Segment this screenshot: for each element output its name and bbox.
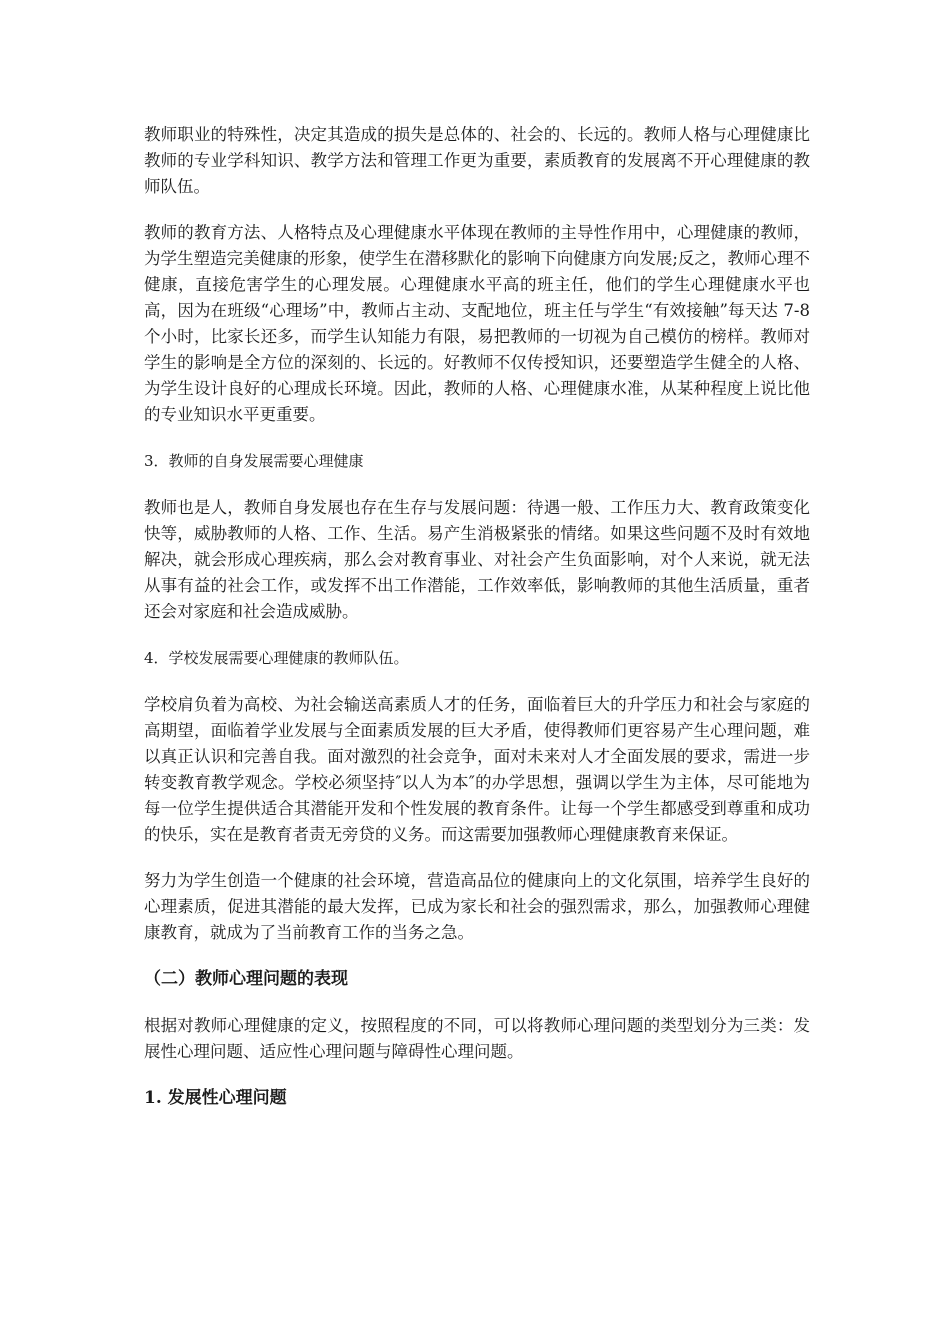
section-heading-3: 3．教师的自身发展需要心理健康 <box>144 452 364 470</box>
paragraph-teacher-influence: 教师的教育方法、人格特点及心理健康水平体现在教师的主导性作用中，心理健康的教师，为学生塑造完美健康的形象，使学生在潜移默化的影响下向健康方向发展;反之，教师心理不健康，直接危害学生的心理发展。心理健康水平高的班主任，他们的学生心理健康水平也高，因为在班级“心理场”中，教师占主动、支配地位，班主任与学生“有效接触”每天达 7-8 个小时，比家长还多，而学生认知能力有限，易把教师的一切视为自己模仿的榜样。教师对学生的影响是全方位的深刻的、长远的。好教师不仅传授知识，还要塑造学生健全的人格、为学生设计良好的心理成长环境。因此，教师的人格、心理健康水准，从某种程度上说比他的专业知识水平更重要。 <box>144 223 810 424</box>
section-heading-4: 4．学校发展需要心理健康的教师队伍。 <box>144 649 409 667</box>
paragraph-healthy-environment: 努力为学生创造一个健康的社会环境，营造高品位的健康向上的文化氛围，培养学生良好的心理素质，促进其潜能的最大发挥，已成为家长和社会的强烈需求，那么，加强教师心理健康教育，就成为了当前教育工作的当务之急。 <box>144 871 810 942</box>
paragraph-problem-types: 根据对教师心理健康的定义，按照程度的不同，可以将教师心理问题的类型划分为三类：发展性心理问题、适应性心理问题与障碍性心理问题。 <box>144 1016 810 1061</box>
document-body <box>144 122 810 1132</box>
paragraph-teacher-profession: 教师职业的特殊性，决定其造成的损失是总体的、社会的、长远的。教师人格与心理健康比教师的专业学科知识、教学方法和管理工作更为重要，素质教育的发展离不开心理健康的教师队伍。 <box>144 125 810 196</box>
paragraph-teacher-self-development: 教师也是人，教师自身发展也存在生存与发展问题：待遇一般、工作压力大、教育政策变化快等，威胁教师的人格、工作、生活。易产生消极紧张的情绪。如果这些问题不及时有效地解决，就会形成心理疾病，那么会对教育事业、对社会产生负面影响，对个人来说，就无法从事有益的社会工作，或发挥不出工作潜能，工作效率低，影响教师的其他生活质量，重者还会对家庭和社会造成威胁。 <box>144 498 810 621</box>
paragraph-school-development: 学校肩负着为高校、为社会输送高素质人才的任务，面临着巨大的升学压力和社会与家庭的高期望，面临着学业发展与全面素质发展的巨大矛盾，使得教师们更容易产生心理问题，难以真正认识和完善自我。面对激烈的社会竞争，面对未来对人才全面发展的要求，需进一步转变教育教学观念。学校必须坚持″以人为本″的办学思想，强调以学生为主体，尽可能地为每一位学生提供适合其潜能开发和个性发展的教育条件。让每一个学生都感受到尊重和成功的快乐，实在是教育者责无旁贷的义务。而这需要加强教师心理健康教育来保证。 <box>144 695 810 844</box>
section-heading-manifestation: （二）教师心理问题的表现 <box>144 969 348 989</box>
section-heading-developmental: 1. 发展性心理问题 <box>144 1088 287 1108</box>
